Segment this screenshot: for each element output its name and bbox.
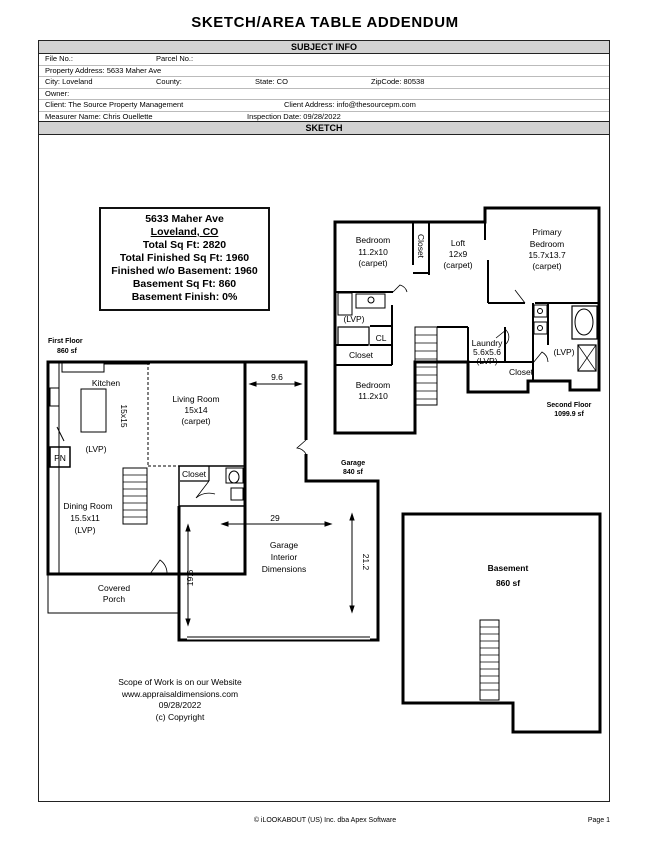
living-floor: (carpet) <box>181 416 211 426</box>
parcel-no: Parcel No.: <box>156 54 194 63</box>
dining-floor: (LVP) <box>74 525 96 535</box>
summary-city: Loveland, CO <box>150 226 219 238</box>
basement-walls <box>403 514 600 732</box>
basement-label: Basement <box>487 563 529 573</box>
summary-basement-finish: Basement Finish: 0% <box>131 291 238 303</box>
garage-interior-2: Interior <box>270 552 298 562</box>
pantry: PN <box>54 453 66 463</box>
file-no: File No.: <box>45 54 73 63</box>
garage-dim-left: 19.6 <box>185 569 195 587</box>
loft-floor: (carpet) <box>443 260 473 270</box>
client-address: Client Address: info@thesourcepm.com <box>284 100 416 109</box>
first-floor-area: 860 sf <box>57 348 77 355</box>
room-kitchen: Kitchen <box>91 378 121 388</box>
zipcode: ZipCode: 80538 <box>371 77 425 86</box>
closet-first-floor: Closet <box>181 469 207 479</box>
primary-line1: Primary <box>532 227 562 237</box>
owner: Owner: <box>45 88 70 98</box>
summary-finished-wo-basement: Finished w/o Basement: 1960 <box>111 265 258 277</box>
scope-note <box>100 677 260 723</box>
page-number: Page 1 <box>587 817 610 824</box>
room-living: Living Room <box>172 394 220 404</box>
subject-info-header: SUBJECT INFO <box>39 40 609 54</box>
closet-vertical: Closet <box>416 233 426 259</box>
room-bedroom-2: Bedroom <box>355 380 391 390</box>
measurer-name: Measurer Name: Chris Ouellette <box>45 111 153 121</box>
county: County: <box>156 77 182 86</box>
scope-line4: (c) Copyright <box>155 711 205 722</box>
summary-address: 5633 Maher Ave <box>145 213 224 225</box>
dining-dim: 15.5x11 <box>70 513 100 523</box>
summary-basement-sqft: Basement Sq Ft: 860 <box>132 278 237 290</box>
footer-copyright: © iLOOKABOUT (US) Inc. dba Apex Software <box>253 817 397 824</box>
porch-line2: Porch <box>102 594 126 604</box>
garage-dim-top: 9.6 <box>271 372 283 382</box>
page-title: SKETCH/AREA TABLE ADDENDUM <box>191 14 459 31</box>
kitchen-dim: 15x15 <box>119 404 129 428</box>
first-floor-label: First Floor <box>48 338 83 345</box>
primary-floor: (carpet) <box>532 261 562 271</box>
sketch-header: SKETCH <box>39 121 609 135</box>
bedroom-1-floor: (carpet) <box>358 258 388 268</box>
primary-dim: 15.7x13.7 <box>528 250 566 260</box>
laundry-dim: 5.6x5.6 <box>473 347 501 357</box>
linen-closet: CL <box>375 333 387 343</box>
laundry-floor: (LVP) <box>476 356 498 366</box>
state: State: CO <box>255 77 288 86</box>
scope-line2: www.appraisaldimensions.com <box>121 688 239 699</box>
second-floor-area: 1099.9 sf <box>554 411 584 418</box>
garage-dim-depth: 21.2 <box>361 553 371 571</box>
garage-area: 840 sf <box>343 469 363 476</box>
primary-bath-floor: (LVP) <box>553 347 575 357</box>
closet-laundry: Closet <box>508 367 534 377</box>
scope-line1: Scope of Work is on our Website <box>118 677 242 687</box>
scope-line3: 09/28/2022 <box>158 700 202 710</box>
bath-floor: (LVP) <box>343 314 365 324</box>
summary-total: Total Sq Ft: 2820 <box>142 239 227 251</box>
garage-interior-3: Dimensions <box>261 564 307 574</box>
room-bedroom-1: Bedroom <box>355 235 391 245</box>
bedroom-2-dim: 11.2x10 <box>358 391 388 401</box>
loft-dim: 12x9 <box>448 249 468 259</box>
garage-label: Garage <box>341 460 366 467</box>
primary-line2: Bedroom <box>529 239 565 249</box>
living-dim: 15x14 <box>184 405 208 415</box>
kitchen-floor: (LVP) <box>85 444 107 454</box>
summary-finished: Total Finished Sq Ft: 1960 <box>119 252 250 264</box>
room-laundry: Laundry <box>471 338 503 348</box>
room-loft: Loft <box>450 238 466 248</box>
property-address: Property Address: 5633 Maher Ave <box>45 65 162 75</box>
bedroom-1-dim: 11.2x10 <box>358 247 388 257</box>
city: City: Loveland <box>45 77 93 86</box>
second-floor-label: Second Floor <box>546 402 592 409</box>
basement-area: 860 sf <box>495 578 521 588</box>
room-dining: Dining Room <box>63 501 113 511</box>
inspection-date: Inspection Date: 09/28/2022 <box>247 111 341 121</box>
porch-line1: Covered <box>97 583 131 593</box>
garage-dim-width: 29 <box>270 513 280 523</box>
closet-hall: Closet <box>348 350 374 360</box>
client: Client: The Source Property Management <box>45 100 184 109</box>
garage-interior-1: Garage <box>269 540 299 550</box>
